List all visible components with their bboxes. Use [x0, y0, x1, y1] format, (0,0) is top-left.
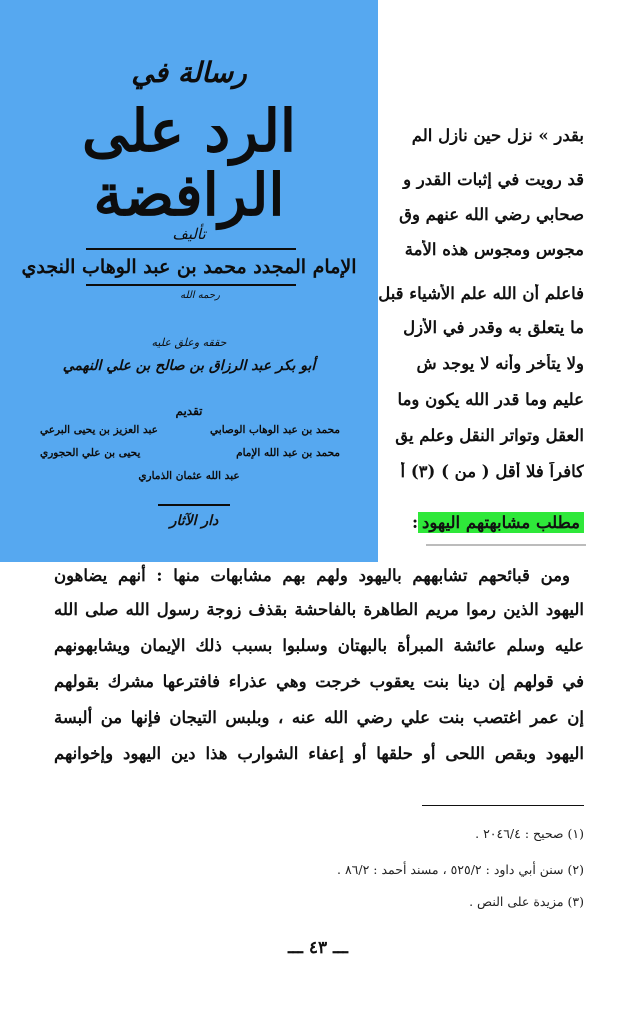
cover-intro-name: عبد العزيز بن يحيى البرعي	[40, 424, 158, 436]
book-cover-image	[0, 0, 378, 562]
footnote: (٢) سنن أبي داود : ٥٢٥/٢ ، مسند أحمد : ٨٦/٢ .	[336, 862, 584, 877]
text-line: بقدر » نزل حين نازل الم	[411, 126, 584, 145]
text-line: فاعلم أن الله علم الأشياء قبل	[378, 284, 584, 303]
text-line: في قولهم إن دينا بنت يعقوب خرجت وهي عذراء فافترعها مشرك بقولهم	[54, 672, 584, 691]
cover-publisher-logo: دار الآثار	[158, 504, 230, 536]
text-line: ومن قبائحهم تشابههم باليهود ولهم بهم مشابهات منها : أنهم يضاهون	[54, 566, 570, 585]
footnote: (٣) مزيدة على النص .	[469, 894, 584, 909]
page-number: ـــ ٤٣ ـــ	[287, 938, 348, 958]
text-line: ما يتعلق به وقدر في الأزل	[403, 318, 584, 337]
cover-intro-name: محمد بن عبد الوهاب الوصابي	[210, 424, 340, 436]
text-line: إن عمر اغتصب بنت علي رضي الله عنه ، وبلبس التيجان فإنها من ألبسة	[54, 708, 584, 727]
cover-editor-label: حققه وعلق عليه	[151, 336, 227, 349]
cover-title-main: الرد على الرافضة	[82, 97, 296, 229]
text-line: مجوس ومجوس هذه الأمة	[404, 240, 584, 259]
cover-intro-row	[40, 424, 340, 436]
text-line: صحابي رضي الله عنهم وق	[399, 205, 584, 224]
cover-author-blessing: رحمه الله	[180, 290, 220, 301]
heading-underline	[426, 544, 586, 546]
text-line: عليه وسلم عائشة المبرأة بالبهتان وسلبوا بسبب ذلك الإيمان ويشابهونهم	[54, 636, 584, 655]
text-line: اليهود الذين رموا مريم الطاهرة بالفاحشة بقذف زوجة رسول الله صلى الله	[54, 600, 584, 619]
cover-by-label: تأليف	[172, 225, 206, 243]
text-line: ولا يتأخر وأنه لا يوجد ش	[416, 354, 584, 373]
cover-divider	[86, 284, 296, 286]
cover-title-small: رسالة في	[131, 56, 247, 89]
text-line: كافراً فلا أقل ( من ) (٣) أ	[400, 462, 584, 481]
cover-intro-label: تقديم	[175, 404, 203, 418]
cover-intro-last: عبد الله عثمان الذماري	[138, 470, 240, 482]
cover-intro-row	[40, 447, 340, 459]
text-line: العقل وتواتر النقل وعلم يق	[395, 426, 584, 445]
footnote: (١) صحيح : ٢٠٤٦/٤ .	[475, 826, 584, 841]
section-heading-highlight: مطلب مشابهتهم اليهود	[418, 512, 584, 533]
cover-author: الإمام المجدد محمد بن عبد الوهاب النجدي	[21, 256, 357, 278]
cover-intro-name: يحيى بن علي الحجوري	[40, 447, 141, 459]
cover-divider	[86, 248, 296, 250]
section-heading	[406, 513, 584, 543]
text-line: اليهود وبقص اللحى أو حلقها أو إعفاء الشوارب هذا دين اليهود وإخوانهم	[54, 744, 585, 763]
section-heading-colon: :	[411, 513, 419, 532]
text-line: عليم وما قدر الله يكون وما	[397, 390, 584, 409]
text-line: قد رويت في إثبات القدر و	[403, 170, 584, 189]
cover-intro-name: محمد بن عبد الله الإمام	[236, 447, 340, 459]
footnote-divider	[422, 805, 584, 806]
cover-editor: أبو بكر عبد الرزاق بن صالح بن علي النهمي	[62, 358, 316, 374]
